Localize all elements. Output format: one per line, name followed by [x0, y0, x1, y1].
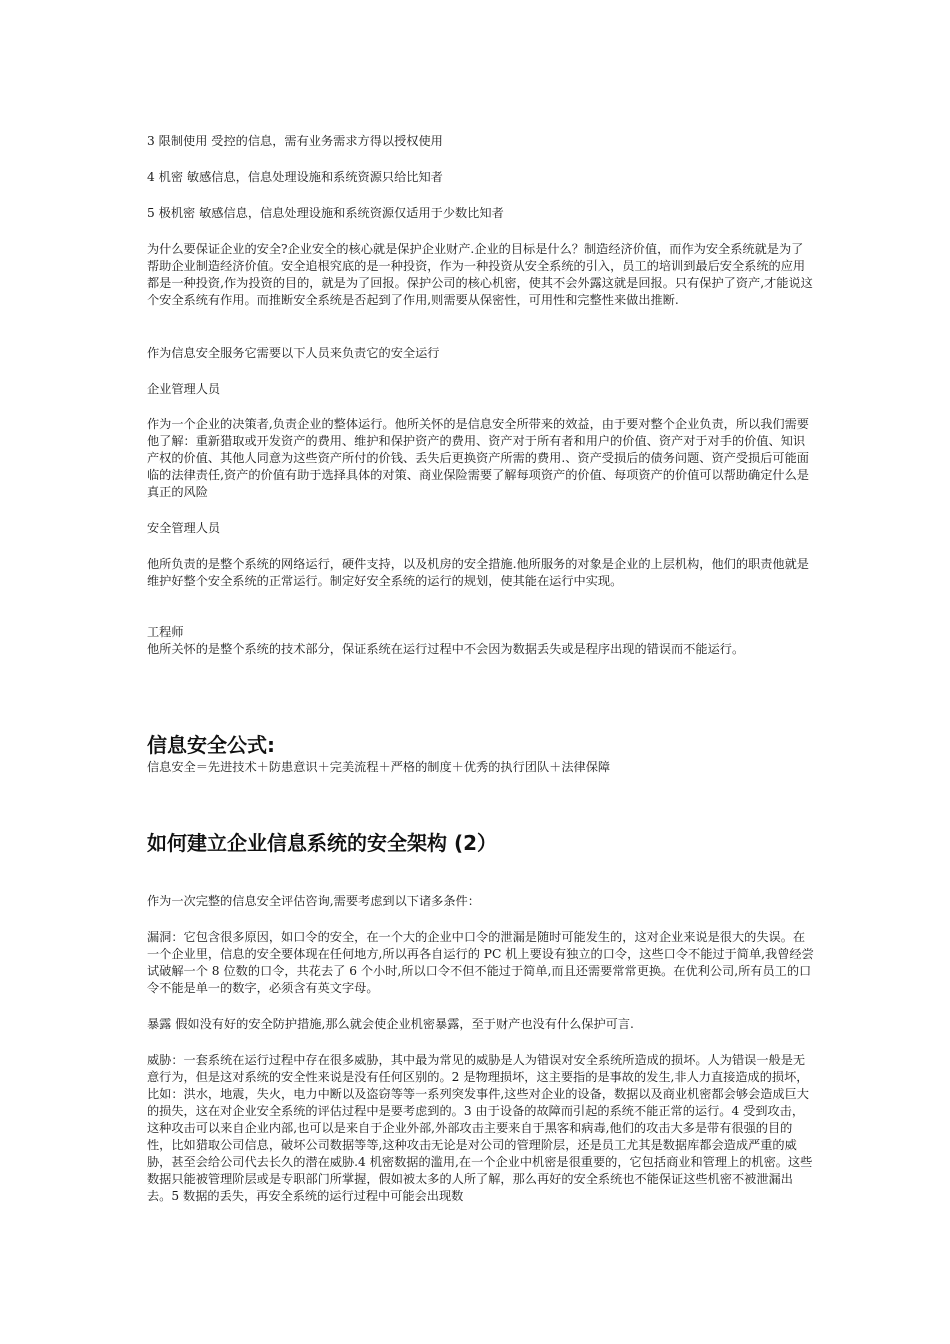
why-security-paragraph: 为什么要保证企业的安全?企业安全的核心就是保护企业财产.企业的目标是什么？制造经济价值，而作为安全系统就是为了帮助企业制造经济价值。安全追根究底的是一种投资，作为一种投资从安全系统的引入，员工的培训到最后安全系统的应用都是一种投资,作为投资的目的，就是为了回报。保护公司的核心机密，使其不会外露这就是回报。只有保护了资产,才能说这个安全系统有作用。而推断安全系统是否起到了作用,则需要从保密性，可用性和完整性来做出推断. [147, 242, 813, 307]
exposure-paragraph: 暴露 假如没有好的安全防护措施,那么就会使企业机密暴露，至于财产也没有什么保护可言. [147, 1017, 634, 1031]
threat-paragraph: 威胁：一套系统在运行过程中存在很多威胁，其中最为常见的威胁是人为错误对安全系统所造成的损坏。人为错误一般是无意行为，但是这对系统的安全性来说是没有任何区别的。2 是物理损坏，这主要指的是事故的发生,非人力直接造成的损坏，比如：洪水，地震，失火，电力中断以及盗窃等等一系列突发事件,这些对企业的设备，数据以及商业机密都会够会造成巨大的损失，这在对企业安全系统的评估过程中是要考虑到的。3 由于设备的故障而引起的系统不能正常的运行。4 受到攻击，这种攻击可以来自企业内部,也可以是来自于企业外部,外部攻击主要来自于黑客和病毒,他们的攻击大多是带有很强的目的性，比如猎取公司信息，破坏公司数据等等,这种攻击无论是对公司的管理阶层，还是员工尤其是数据库都会造成严重的威胁，甚至会给公司代去长久的潜在威胁.4 机密数据的滥用,在一个企业中机密是很重要的，它包括商业和管理上的机密。这些数据只能被管理阶层或是专职部门所掌握，假如被太多的人所了解，那么再好的安全系统也不能保证这些机密不被泄漏出去。5 数据的丢失，再安全系统的运行过程中可能会出现数 [147, 1053, 813, 1203]
management-paragraph: 作为一个企业的决策者,负责企业的整体运行。他所关怀的是信息安全所带来的效益，由于要对整个企业负责，所以我们需要他了解：重新猎取或开发资产的费用、维护和保护资产的费用、资产对于所有者和用户的价值、资产对于对手的价值、知识产权的价值、其他人同意为这些资产所付的价钱、丢失后更换资产所需的费用.、资产受损后的债务问题、资产受损后可能面临的法律责任,资产的价值有助于选择具体的对策、商业保险需要了解每项资产的价值、每项资产的价值可以帮助确定什么是真正的风险 [147, 417, 809, 499]
engineer-paragraph: 他所关怀的是整个系统的技术部分，保证系统在运行过程中不会因为数据丢失或是程序出现的错误而不能运行。 [147, 642, 745, 656]
classification-level-4: 4 机密 敏感信息，信息处理设施和系统资源只给比知者 [147, 170, 443, 184]
formula-text: 信息安全＝先进技术＋防患意识＋完美流程＋严格的制度＋优秀的执行团队＋法律保障 [147, 760, 611, 774]
assessment-intro: 作为一次完整的信息安全评估咨询,需要考虑到以下诸多条件： [147, 894, 480, 908]
vulnerability-paragraph: 漏洞：它包含很多原因，如口令的安全，在一个大的企业中口令的泄漏是随时可能发生的，这对企业来说是很大的失误。在一个企业里，信息的安全要体现在任何地方,所以再各自运行的 PC 机上要设有独立的口令，这些口令不能过于简单,我曾经尝试破解一个 8 位数的口令，共花去了 6 个小时,所以口令不但不能过于简单,而且还需要常常更换。在优利公司,所有员工的口令不能是单一的数字，必须含有英文字母。 [147, 930, 814, 995]
role-heading-engineer: 工程师 [147, 625, 184, 639]
personnel-intro: 作为信息安全服务它需要以下人员来负责它的安全运行 [147, 346, 440, 360]
formula-heading: 信息安全公式: [147, 733, 275, 757]
section-heading: 如何建立企业信息系统的安全架构 (2） [147, 831, 498, 855]
classification-level-5: 5 极机密 敏感信息，信息处理设施和系统资源仅适用于少数比知者 [147, 206, 504, 220]
role-heading-security-admin: 安全管理人员 [147, 521, 221, 535]
security-admin-paragraph: 他所负责的是整个系统的网络运行，硬件支持，以及机房的安全措施.他所服务的对象是企业的上层机构，他们的职责他就是维护好整个安全系统的正常运行。制定好安全系统的运行的规划，使其能在运行中实现。 [147, 557, 809, 588]
classification-level-3: 3 限制使用 受控的信息，需有业务需求方得以授权使用 [147, 134, 443, 148]
role-heading-management: 企业管理人员 [147, 382, 221, 396]
